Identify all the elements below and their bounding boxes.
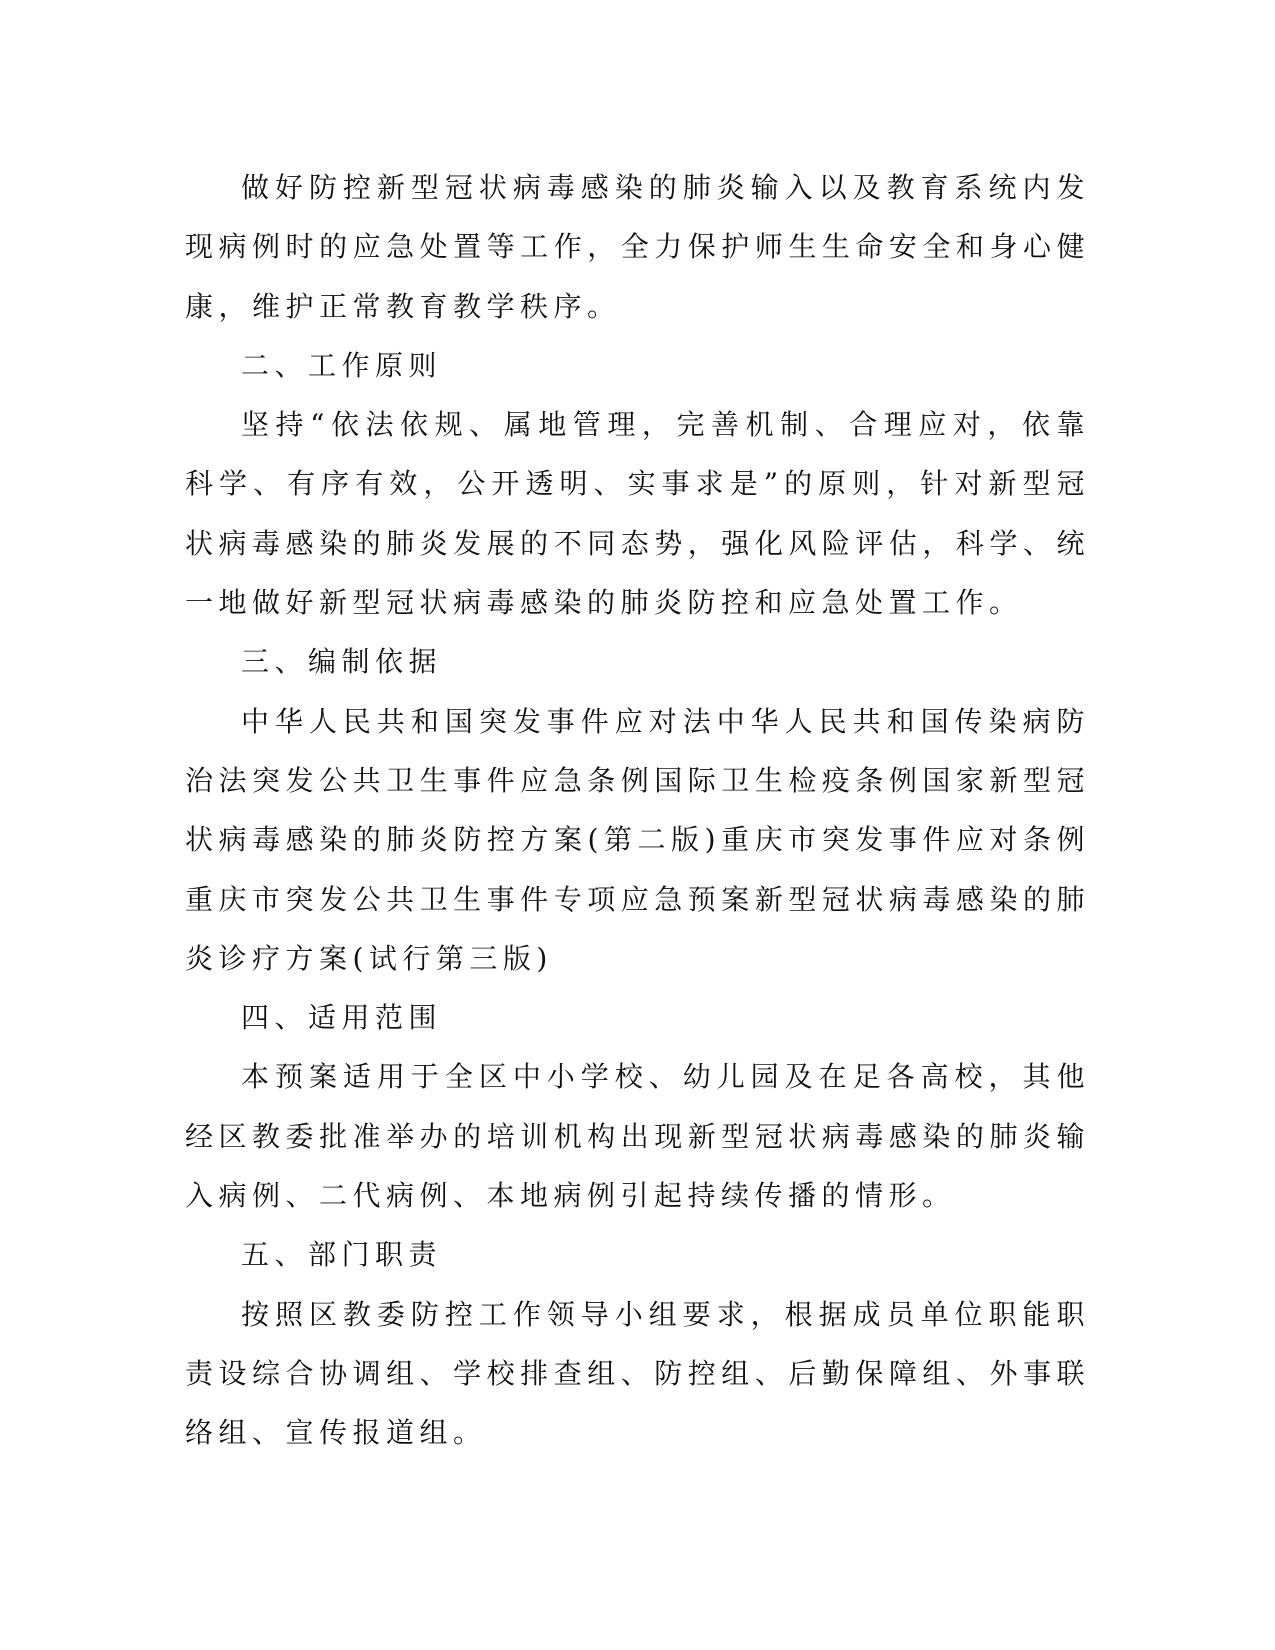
document-body [185,158,1090,1463]
paragraph-scope: 本预案适用于全区中小学校、幼儿园及在足各高校，其他经区教委批准举办的培训机构出现新型冠状病毒感染的肺炎输入病例、二代病例、本地病例引起持续传播的情形。 [185,1060,1090,1213]
paragraph-intro: 做好防控新型冠状病毒感染的肺炎输入以及教育系统内发现病例时的应急处置等工作，全力保护师生生命安全和身心健康，维护正常教育教学秩序。 [185,171,1090,323]
heading-responsibilities: 五、部门职责 [241,1238,443,1272]
paragraph-responsibilities: 按照区教委防控工作领导小组要求，根据成员单位职能职责设综合协调组、学校排查组、防控组、后勤保障组、外事联络组、宣传报道组。 [185,1297,1090,1450]
paragraph-principles: 坚持“依法依规、属地管理，完善机制、合理应对，依靠科学、有序有效，公开透明、实事求是”的原则，针对新型冠状病毒感染的肺炎发展的不同态势，强化风险评估，科学、统一地做好新型冠状病毒感染的肺炎防控和应急处置工作。 [185,408,1090,620]
heading-scope: 四、适用范围 [241,1001,443,1035]
heading-work-principles: 二、工作原则 [241,348,443,382]
heading-basis: 三、编制依据 [241,645,443,679]
paragraph-basis: 中华人民共和国突发事件应对法中华人民共和国传染病防治法突发公共卫生事件应急条例国际卫生检疫条例国家新型冠状病毒感染的肺炎防控方案(第二版)重庆市突发事件应对条例重庆市突发公共卫生事件专项应急预案新型冠状病毒感染的肺炎诊疗方案(试行第三版) [185,704,1090,975]
